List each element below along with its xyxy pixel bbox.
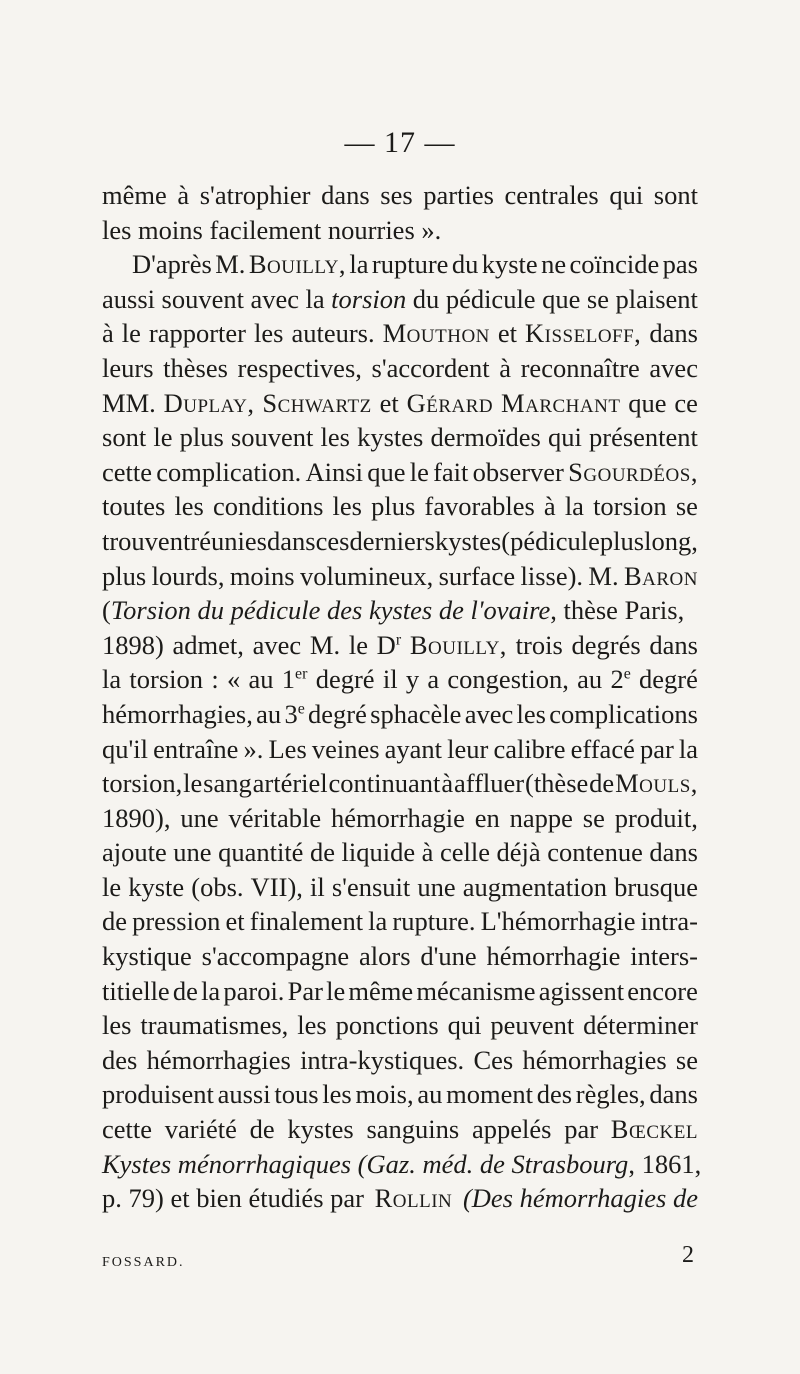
text-line: le kyste (obs. VII), il s'ensuit une augmentation brusque <box>102 871 698 902</box>
sheet-number: 2 <box>682 1242 694 1268</box>
text-line: la torsion : « au 1er degré il y a congestion, au 2e degré <box>102 664 698 695</box>
printer-signature: FOSSARD. <box>102 1255 185 1270</box>
text-line: de pression et finalement la rupture. L'hémorrhagie intra- <box>102 906 698 937</box>
text-line: plus lourds, moins volumineux, surface lisse). M. Baron <box>102 560 698 591</box>
text-line: kystique s'accompagne alors d'une hémorrhagie inters- <box>102 941 698 972</box>
text-line: cette variété de kystes sanguins appelés par Bœckel <box>102 1114 698 1145</box>
text-line: D'après M. Bouilly, la rupture du kyste ne coïncide pas <box>132 249 698 280</box>
text-line: sont le plus souvent les kystes dermoïdes qui présentent <box>102 422 698 453</box>
text-line: 1890), une véritable hémorrhagie en nappe se produit, <box>102 802 698 833</box>
text-line: (Torsion du pédicule des kystes de l'ovaire, thèse Paris, <box>102 595 685 626</box>
text-line: hémorrhagies, au 3e degré sphacèle avec les complications <box>102 698 698 729</box>
page-number: — 17 — <box>344 126 456 159</box>
text-line: les moins facilement nourries ». <box>102 214 442 245</box>
text-line: cette complication. Ainsi que le fait observer Sgourdéos, <box>102 456 698 487</box>
text-line: 1898) admet, avec M. le $D^r$ Bouilly, trois degrés dans <box>102 629 698 660</box>
text-line: MM. Duplay, Schwartz et Gérard Marchant que ce <box>102 387 698 418</box>
text-line: qu'il entraîne ». Les veines ayant leur calibre effacé par la <box>102 733 698 764</box>
text-line: Kystes ménorrhagiques (Gaz. méd. de Strasbourg, 1861, <box>102 1148 702 1179</box>
text-line: produisent aussi tous les mois, au moment des règles, dans <box>102 1079 698 1110</box>
text-line: torsion, le sang artériel continuant à affluer (thèse de Mouls, <box>102 768 698 799</box>
text-line: à le rapporter les auteurs. Mouthon et Kisseloff, dans <box>102 318 698 349</box>
text-line: même à s'atrophier dans ses parties centrales qui sont <box>102 180 698 210</box>
text-line: aussi souvent avec la torsion du pédicule que se plaisent <box>102 283 698 314</box>
text-line: les traumatismes, les ponctions qui peuvent déterminer <box>102 1010 698 1041</box>
text-line: leurs thèses respectives, s'accordent à reconnaître avec <box>102 352 698 383</box>
text-line: titielle de la paroi. Par le même mécanisme agissent encore <box>102 975 698 1006</box>
text-line: trouvent réunies dans ces derniers kystes (pédicule plus long, <box>102 525 698 556</box>
text-line: p. 79) et bien étudiés par Rollin (Des hémorrhagies de <box>102 1183 698 1214</box>
text-line: ajoute une quantité de liquide à celle déjà contenue dans <box>102 837 698 868</box>
text-line: des hémorrhagies intra-kystiques. Ces hémorrhagies se <box>102 1044 698 1075</box>
text-line: toutes les conditions les plus favorables à la torsion se <box>102 491 698 522</box>
body-text <box>102 178 702 1216</box>
